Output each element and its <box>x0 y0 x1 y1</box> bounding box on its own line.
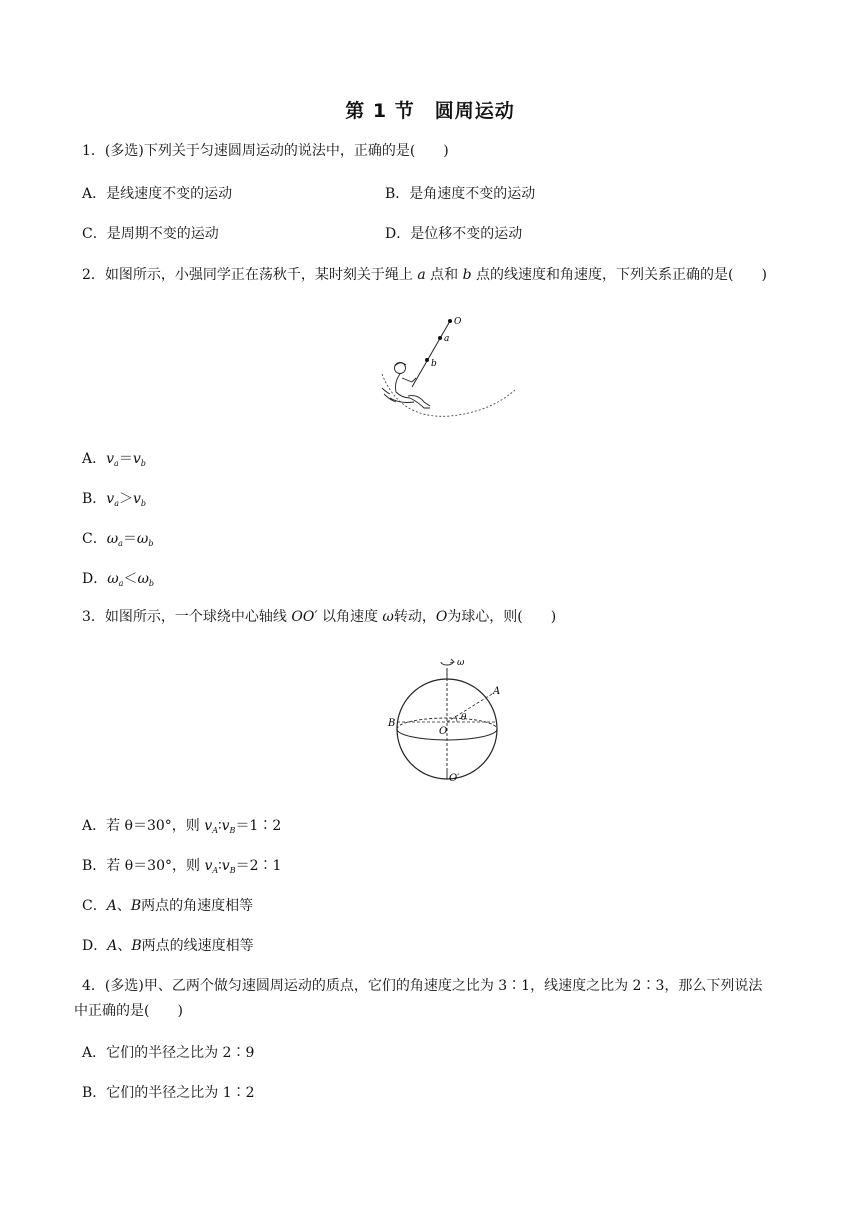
label-axis-bottom: O′ <box>449 773 460 784</box>
question-3-stem: 3．如图所示，一个球绕中心轴线 OO′ 以角速度 ω转动，O为球心，则( ) <box>82 609 557 625</box>
q3-option-b: B．若 θ＝30°，则 $v_A∶v_B=2∶1$ <box>82 858 282 875</box>
swing-figure <box>370 312 520 422</box>
label-omega: ω <box>457 658 465 668</box>
label-center: O <box>439 726 448 737</box>
q2-option-a: A．$v_a=v_b$ <box>82 451 146 468</box>
q1-option-c: C．是周期不变的运动 <box>82 226 219 242</box>
sphere-figure <box>385 650 510 790</box>
q2-option-d: D．$\omega_a<\omega_b$ <box>82 571 154 588</box>
point-b <box>425 358 429 362</box>
radius-to-a <box>447 694 492 722</box>
q1-option-d: D．是位移不变的运动 <box>385 226 523 242</box>
section-title: 第 1 节 圆周运动 <box>345 100 515 122</box>
point-o <box>448 319 452 323</box>
q3-option-a: A．若 θ＝30°，则 $v_A∶v_B=1∶2$ <box>82 818 282 835</box>
q4-option-a: A．它们的半径之比为 2∶9 <box>82 1045 255 1061</box>
question-4-stem-line2: 中正确的是( ) <box>74 1003 183 1019</box>
question-2-stem: 2．如图所示，小强同学正在荡秋千，某时刻关于绳上 a 点和 b 点的线速度和角速度，下列关系正确的是( ) <box>82 267 767 283</box>
q1-option-b: B．是角速度不变的运动 <box>385 186 536 202</box>
question-1-stem: 1．(多选)下列关于匀速圆周运动的说法中，正确的是( ) <box>82 143 449 159</box>
rotation-arrowhead <box>450 659 454 663</box>
q1-option-a: A．是线速度不变的运动 <box>82 186 233 202</box>
rope <box>412 321 450 387</box>
question-4-stem-line1: 4．(多选)甲、乙两个做匀速圆周运动的质点，它们的角速度之比为 3∶1，线速度之比为 2∶3，那么下列说法 <box>82 978 763 994</box>
theta-arc <box>455 716 457 722</box>
child-figure <box>382 363 430 409</box>
label-b: b <box>431 359 437 369</box>
label-theta: θ <box>461 713 467 723</box>
label-o: O <box>454 317 462 327</box>
q4-option-b: B．它们的半径之比为 1∶2 <box>82 1085 255 1101</box>
label-b-point: B <box>388 718 396 729</box>
point-a <box>438 336 442 340</box>
q2-option-c: C．$\omega_a=\omega_b$ <box>82 531 154 548</box>
label-a: a <box>444 334 450 344</box>
q2-option-b: B．$v_a>v_b$ <box>82 491 147 508</box>
swing-arc <box>382 374 515 416</box>
label-a-point: A <box>493 686 501 697</box>
q3-option-d: D．A、B两点的线速度相等 <box>82 938 254 954</box>
q3-option-c: C．A、B两点的角速度相等 <box>82 898 254 914</box>
